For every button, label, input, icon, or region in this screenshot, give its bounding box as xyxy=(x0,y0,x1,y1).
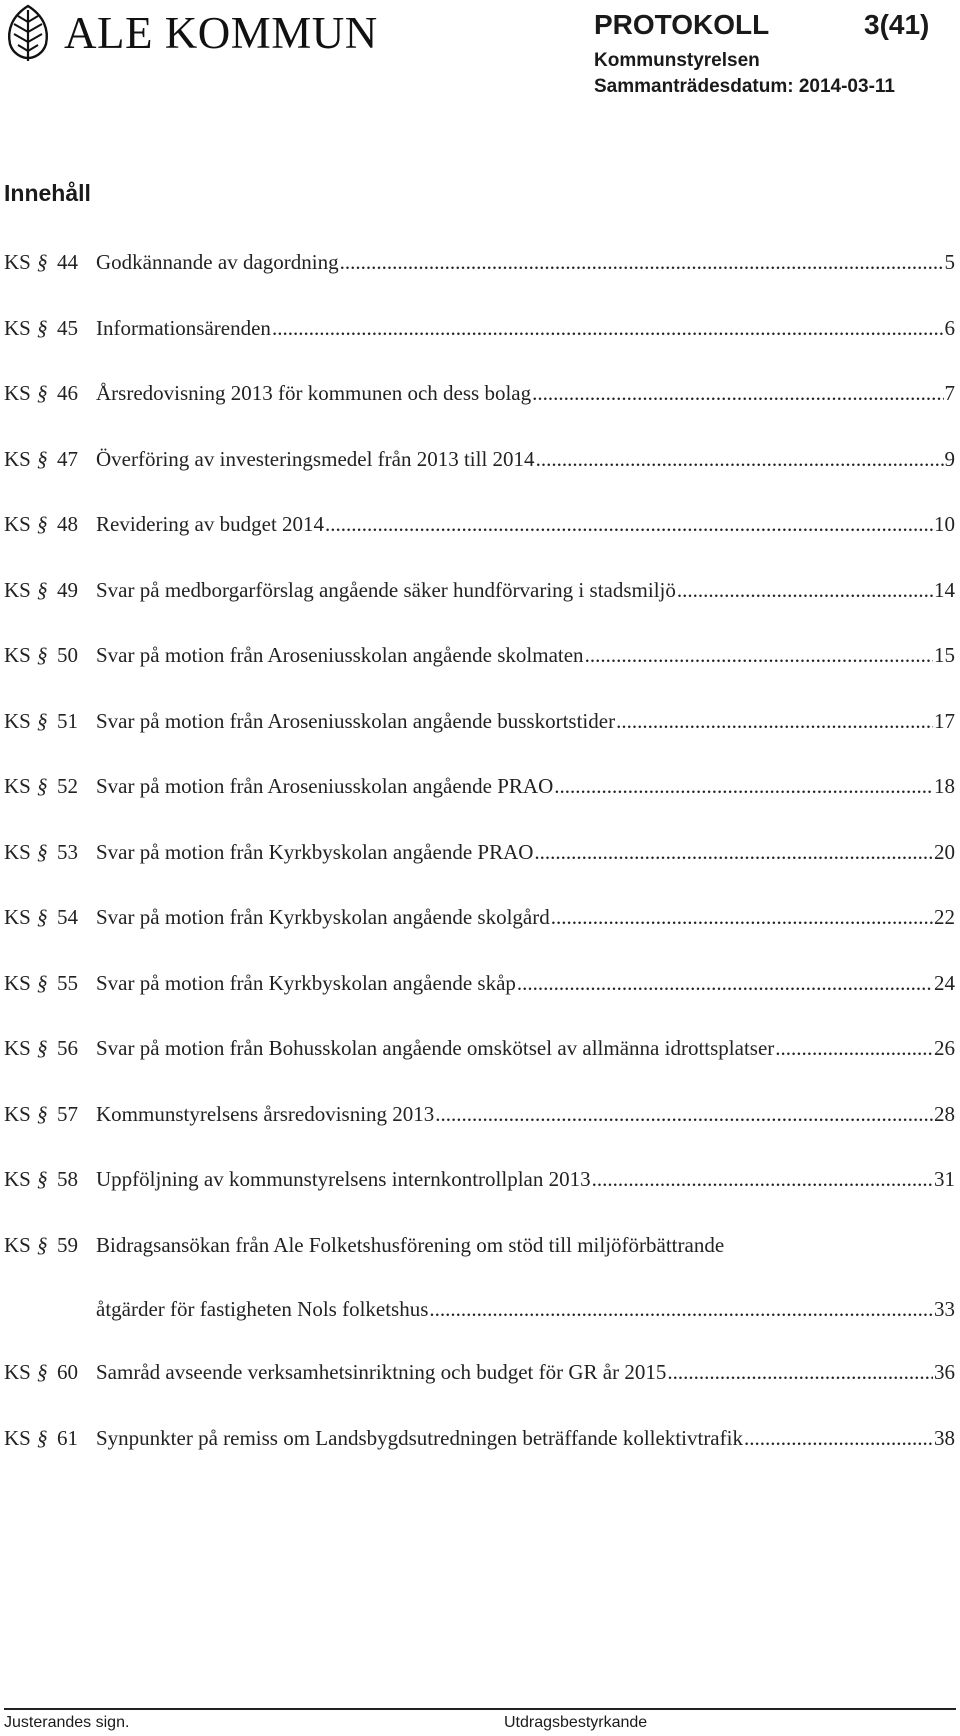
toc-entry-line xyxy=(96,1354,955,1390)
toc-page-number: 22 xyxy=(934,905,955,929)
footer-divider xyxy=(4,1708,956,1710)
toc-prefix: KS xyxy=(4,839,31,864)
toc-item-title: Årsredovisning 2013 för kommunen och dess bolag xyxy=(96,381,532,405)
section-symbol: § xyxy=(37,905,48,929)
toc-entry[interactable] xyxy=(0,375,960,411)
section-symbol: § xyxy=(37,315,48,340)
toc-prefix: KS xyxy=(4,1101,31,1126)
toc-page-number: 5 xyxy=(944,250,955,274)
dot-leader xyxy=(744,1420,933,1456)
toc-page-number: 31 xyxy=(934,1167,955,1191)
toc-entry-line xyxy=(96,768,955,804)
toc-entry[interactable] xyxy=(0,310,960,346)
toc-entry[interactable] xyxy=(0,1354,960,1390)
toc-item-title: Svar på motion från Aroseniusskolan angående PRAO xyxy=(96,774,554,798)
toc-entry[interactable] xyxy=(0,441,960,477)
toc-entry[interactable] xyxy=(0,572,960,608)
toc-item-number: 61 xyxy=(57,1425,78,1450)
dot-leader xyxy=(551,899,933,935)
section-symbol: § xyxy=(37,512,48,536)
toc-entry[interactable] xyxy=(0,1227,960,1321)
toc-entry-line xyxy=(96,244,955,280)
toc-prefix: KS xyxy=(4,577,31,602)
toc-entry-line xyxy=(96,1161,955,1197)
toc-prefix: KS xyxy=(4,905,31,929)
toc-entry[interactable] xyxy=(0,1096,960,1132)
toc-item-number: 57 xyxy=(57,1101,78,1126)
toc-prefix: KS xyxy=(4,708,31,733)
toc-page-number: 36 xyxy=(934,1360,955,1384)
toc-page-number: 24 xyxy=(934,970,955,995)
toc-item-number: 48 xyxy=(57,512,78,536)
section-symbol: § xyxy=(37,839,48,864)
toc-item-title: Svar på motion från Kyrkbyskolan angående PRAO xyxy=(96,839,534,864)
toc-entry-line xyxy=(96,834,955,870)
toc-page-number: 26 xyxy=(934,1036,955,1060)
toc-prefix: KS xyxy=(4,1360,31,1384)
toc-entry-line xyxy=(96,899,955,935)
toc-prefix: KS xyxy=(4,970,31,995)
dot-leader xyxy=(429,1291,933,1327)
toc-item-title: Bidragsansökan från Ale Folketshusförening om stöd till miljöförbättrande xyxy=(96,1232,725,1257)
toc-entry-line xyxy=(96,965,955,1001)
section-symbol: § xyxy=(37,1101,48,1126)
toc-item-title: Svar på motion från Bohusskolan angående omskötsel av allmänna idrottsplatser xyxy=(96,1036,775,1060)
toc-page-number: 20 xyxy=(934,839,955,864)
toc-prefix: KS xyxy=(4,1232,31,1257)
section-symbol: § xyxy=(37,250,48,274)
section-symbol: § xyxy=(37,643,48,667)
toc-prefix: KS xyxy=(4,446,31,471)
toc-item-number: 56 xyxy=(57,1036,78,1060)
toc-entry-line xyxy=(96,1420,955,1456)
toc-item-number: 46 xyxy=(57,381,78,405)
toc-entry[interactable] xyxy=(0,703,960,739)
toc-page-number: 28 xyxy=(934,1101,955,1126)
toc-item-title: Samråd avseende verksamhetsinriktning och budget för GR år 2015 xyxy=(96,1360,667,1384)
toc-entry[interactable] xyxy=(0,637,960,673)
section-symbol: § xyxy=(37,1425,48,1450)
toc-item-number: 50 xyxy=(57,643,78,667)
toc-item-number: 49 xyxy=(57,577,78,602)
toc-entry[interactable] xyxy=(0,965,960,1001)
toc-item-title: Svar på motion från Aroseniusskolan angående busskortstider xyxy=(96,708,616,733)
toc-prefix: KS xyxy=(4,315,31,340)
section-symbol: § xyxy=(37,970,48,995)
toc-entry-line xyxy=(96,310,955,346)
toc-prefix: KS xyxy=(4,1167,31,1191)
toc-item-number: 52 xyxy=(57,774,78,798)
toc-item-number: 51 xyxy=(57,708,78,733)
dot-leader xyxy=(536,441,944,477)
toc-entry-line xyxy=(96,441,955,477)
document-type: PROTOKOLL xyxy=(594,9,770,40)
toc-entry-line xyxy=(96,1096,955,1132)
toc-page-number: 6 xyxy=(944,315,955,340)
toc-entry-line xyxy=(96,1030,955,1066)
section-symbol: § xyxy=(37,1360,48,1384)
toc-entry-line xyxy=(96,637,955,673)
dot-leader xyxy=(272,310,944,346)
footer-certification-label: Utdragsbestyrkande xyxy=(504,1714,648,1731)
toc-item-title: Överföring av investeringsmedel från 2013 till 2014 xyxy=(96,446,535,471)
dot-leader xyxy=(435,1096,933,1132)
toc-item-title: Svar på medborgarförslag angående säker hundförvaring i stadsmiljö xyxy=(96,577,676,602)
toc-item-number: 54 xyxy=(57,905,78,929)
toc-entry[interactable] xyxy=(0,1030,960,1066)
committee-name: Kommunstyrelsen xyxy=(594,50,760,71)
toc-item-number: 60 xyxy=(57,1360,78,1384)
toc-page-number: 10 xyxy=(934,512,955,536)
toc-item-number: 44 xyxy=(57,250,78,274)
section-symbol: § xyxy=(37,1232,48,1257)
dot-leader xyxy=(340,244,944,280)
toc-item-number: 59 xyxy=(57,1232,78,1257)
toc-item-title: Svar på motion från Kyrkbyskolan angående skolgård xyxy=(96,905,550,929)
meeting-date: Sammanträdesdatum: 2014-03-11 xyxy=(594,76,895,97)
toc-page-number: 14 xyxy=(934,577,955,602)
toc-page-number: 38 xyxy=(934,1425,955,1450)
toc-entry[interactable] xyxy=(0,834,960,870)
dot-leader xyxy=(554,768,933,804)
dot-leader xyxy=(585,637,933,673)
toc-item-title: Revidering av budget 2014 xyxy=(96,512,325,536)
toc-item-title: Kommunstyrelsens årsredovisning 2013 xyxy=(96,1101,435,1126)
page-counter: 3(41) xyxy=(864,9,930,40)
leaf-emblem-icon xyxy=(4,4,52,62)
toc-prefix: KS xyxy=(4,250,31,274)
dot-leader xyxy=(517,965,933,1001)
logo-wordmark: ALE KOMMUN xyxy=(64,8,378,58)
toc-entry-continuation xyxy=(96,1291,955,1327)
toc-item-number: 58 xyxy=(57,1167,78,1191)
toc-entry-line xyxy=(96,572,955,608)
section-symbol: § xyxy=(37,708,48,733)
toc-item-number: 55 xyxy=(57,970,78,995)
section-symbol: § xyxy=(37,1167,48,1191)
toc-entry-line xyxy=(96,703,955,739)
toc-item-number: 53 xyxy=(57,839,78,864)
dot-leader xyxy=(592,1161,933,1197)
toc-item-title: Synpunkter på remiss om Landsbygdsutredningen beträffande kollektivtrafik xyxy=(96,1425,743,1450)
toc-prefix: KS xyxy=(4,774,31,798)
dot-leader xyxy=(677,572,933,608)
protocol-title-row xyxy=(594,8,954,42)
toc-entry-line xyxy=(96,1227,724,1263)
toc-item-number: 45 xyxy=(57,315,78,340)
dot-leader xyxy=(775,1030,933,1066)
toc-entry-line xyxy=(96,375,955,411)
toc-prefix: KS xyxy=(4,1036,31,1060)
dot-leader xyxy=(667,1354,933,1390)
toc-item-number: 47 xyxy=(57,446,78,471)
toc-item-title: Godkännande av dagordning xyxy=(96,250,339,274)
protocol-header xyxy=(594,8,954,100)
toc-page-number: 33 xyxy=(934,1296,955,1321)
toc-entry[interactable] xyxy=(0,768,960,804)
toc-page-number: 9 xyxy=(944,446,955,471)
dot-leader xyxy=(616,703,933,739)
toc-entry[interactable] xyxy=(0,1161,960,1197)
toc-page-number: 15 xyxy=(934,643,955,667)
toc-page-number: 7 xyxy=(944,381,955,405)
toc-entry-line xyxy=(96,506,955,542)
toc-item-title: Svar på motion från Kyrkbyskolan angående skåp xyxy=(96,970,516,995)
dot-leader xyxy=(532,375,943,411)
dot-leader xyxy=(534,834,933,870)
toc-item-title-continued: åtgärder för fastigheten Nols folketshus xyxy=(96,1296,429,1321)
section-symbol: § xyxy=(37,446,48,471)
section-symbol: § xyxy=(37,577,48,602)
toc-prefix: KS xyxy=(4,643,31,667)
toc-prefix: KS xyxy=(4,381,31,405)
toc-page-number: 18 xyxy=(934,774,955,798)
toc-entry[interactable] xyxy=(0,1420,960,1456)
toc-item-title: Svar på motion från Aroseniusskolan angående skolmaten xyxy=(96,643,584,667)
section-symbol: § xyxy=(37,1036,48,1060)
toc-entry[interactable] xyxy=(0,506,960,542)
dot-leader xyxy=(325,506,933,542)
footer-signature-label: Justerandes sign. xyxy=(4,1714,130,1731)
toc-heading: Innehåll xyxy=(4,180,91,206)
toc-page-number: 17 xyxy=(934,708,955,733)
toc-prefix: KS xyxy=(4,512,31,536)
section-symbol: § xyxy=(37,774,48,798)
toc-prefix: KS xyxy=(4,1425,31,1450)
toc-item-title: Informationsärenden xyxy=(96,315,271,340)
toc-item-title: Uppföljning av kommunstyrelsens internkontrollplan 2013 xyxy=(96,1167,591,1191)
section-symbol: § xyxy=(37,381,48,405)
toc-entry[interactable] xyxy=(0,899,960,935)
toc-entry[interactable] xyxy=(0,244,960,280)
